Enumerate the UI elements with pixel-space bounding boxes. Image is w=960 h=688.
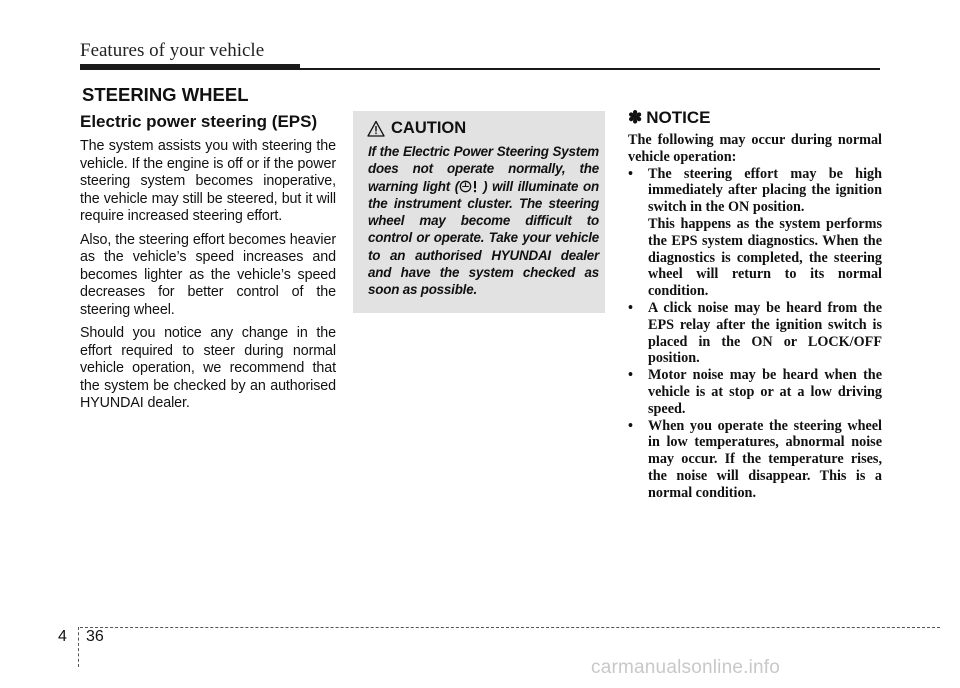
eps-warning-icon — [459, 180, 483, 193]
left-column — [80, 112, 336, 419]
subheading-eps: Electric power steering (EPS) — [80, 112, 318, 131]
warning-triangle-icon — [367, 120, 385, 138]
caution-header — [367, 119, 466, 138]
paragraph-3: Should you notice any change in the effort required to steer during normal vehicle operation, we recommend that the system be checked by an authorised HYUNDAI dealer. — [80, 325, 336, 411]
chapter-number: 4 — [58, 628, 67, 645]
running-header: Features of your vehicle — [80, 40, 265, 61]
paragraph-1: The system assists you with steering the vehicle. If the engine is off or if the power steering system becomes inoperative, the vehicle may still be steered, but it will require increased steering effort. — [80, 138, 336, 224]
caution-text-part-2: ) will illuminate on the instrument cluster. The steering wheel may become difficult to control or operate. Take your vehicle to an authorised HYUNDAI dealer and have the system checked as soon as possible. — [368, 178, 599, 298]
section-title: STEERING WHEEL — [82, 84, 249, 105]
notice-list — [628, 166, 882, 502]
caution-title: CAUTION — [391, 119, 467, 137]
notice-intro: The following may occur during normal vehicle operation: — [628, 132, 882, 165]
caution-text-part-1: If the Electric Power Steering System does not operate normally, the warning light ( — [368, 144, 599, 194]
notice-item-subtext: This happens as the system performs the EPS system diagnostics. When the diagnostics is completed, the steering wheel will return to its normal condition. — [648, 215, 882, 300]
notice-item-text: The steering effort may be high immediately after placing the ignition switch in the ON position. — [648, 165, 882, 216]
paragraph-2: Also, the steering effort becomes heavier as the vehicle’s speed increases and becomes lighter as the vehicle’s speed decreases for better control of the steering wheel. — [80, 231, 336, 318]
list-item: • Motor noise may be heard when the vehicle is at stop or at a low driving speed. — [628, 367, 882, 417]
list-item: • When you operate the steering wheel in low temperatures, abnormal noise may occur. If the temperature rises, the noise will disappear. This is a normal condition. — [628, 418, 882, 502]
notice-title: NOTICE — [646, 108, 711, 127]
caution-text — [368, 143, 599, 299]
caution-box — [353, 111, 605, 313]
notice-header — [628, 108, 882, 128]
list-item: • A click noise may be heard from the EPS relay after the ignition switch is placed in the ON or LOCK/OFF position. — [628, 300, 882, 367]
list-item — [628, 166, 882, 300]
notice-block — [628, 108, 882, 502]
notice-star-icon: ✽ — [628, 108, 643, 127]
header-bar — [80, 64, 300, 70]
header-rule — [300, 68, 880, 70]
footer-divider — [78, 627, 79, 667]
footer-rule — [80, 627, 940, 628]
watermark: carmanualsonline.info — [591, 657, 781, 678]
page-number: 36 — [86, 628, 104, 645]
